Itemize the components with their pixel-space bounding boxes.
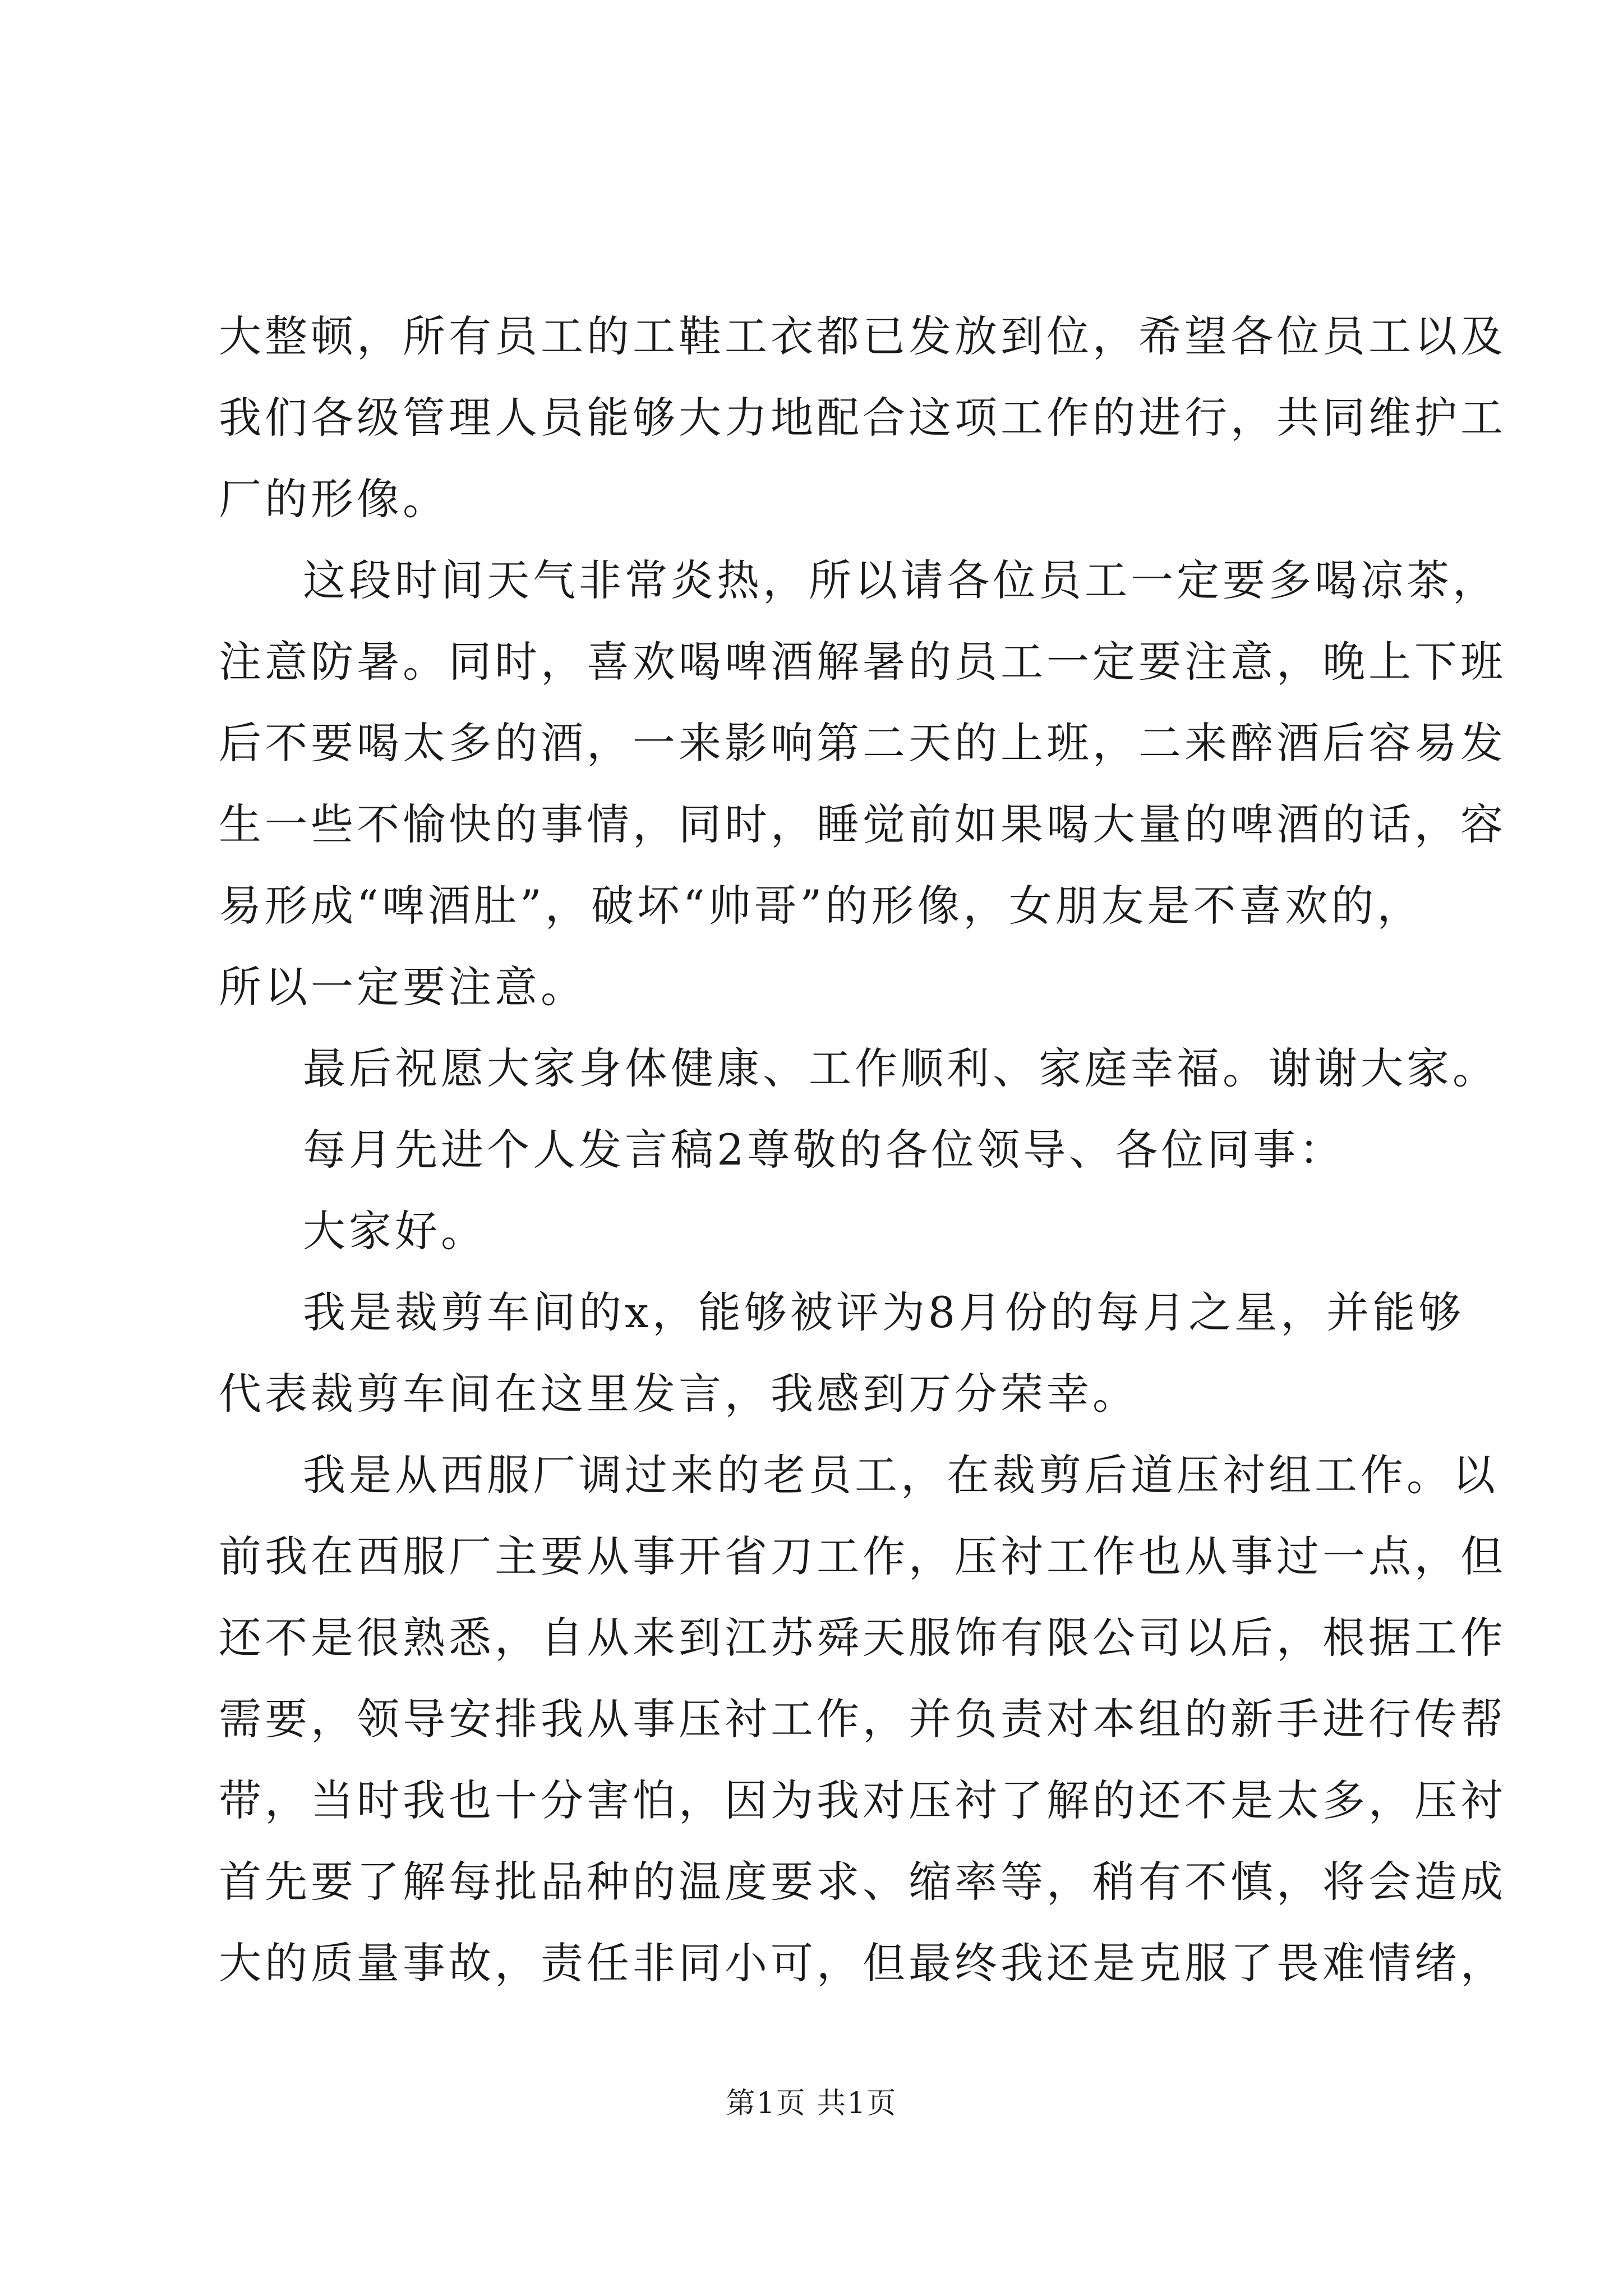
body-text-line: 大整顿，所有员工的工鞋工衣都已发放到位，希望各位员工以及 bbox=[219, 311, 1506, 361]
body-text-line: 后不要喝太多的酒，一来影响第二天的上班，二来醉酒后容易发 bbox=[219, 718, 1506, 768]
greeting-line: 大家好。 bbox=[303, 1206, 487, 1256]
body-text-line: 代表裁剪车间在这里发言，我感到万分荣幸。 bbox=[219, 1369, 1138, 1419]
paragraph-start-line: 我是从西服厂调过来的老员工，在裁剪后道压衬组工作。以 bbox=[303, 1450, 1498, 1500]
body-text-line: 首先要了解每批品种的温度要求、缩率等，稍有不慎，将会造成 bbox=[219, 1857, 1506, 1907]
body-text-line: 我们各级管理人员能够大力地配合这项工作的进行，共同维护工 bbox=[219, 393, 1506, 443]
body-text-line: 前我在西服厂主要从事开省刀工作，压衬工作也从事过一点，但 bbox=[219, 1531, 1506, 1581]
section-heading-line: 每月先进个人发言稿2尊敬的各位领导、各位同事： bbox=[303, 1125, 1345, 1175]
body-text-line: 需要，领导安排我从事压衬工作，并负责对本组的新手进行传帮 bbox=[219, 1694, 1506, 1744]
body-text-line: 还不是很熟悉，自从来到江苏舜天服饰有限公司以后，根据工作 bbox=[219, 1613, 1506, 1663]
body-text-line: 带，当时我也十分害怕，因为我对压衬了解的还不是太多，压衬 bbox=[219, 1775, 1506, 1825]
paragraph-start-line: 这段时间天气非常炎热，所以请各位员工一定要多喝凉茶， bbox=[303, 555, 1498, 605]
body-text-line: 生一些不愉快的事情，同时，睡觉前如果喝大量的啤酒的话，容 bbox=[219, 799, 1506, 849]
paragraph-start-line: 最后祝愿大家身体健康、工作顺利、家庭幸福。谢谢大家。 bbox=[303, 1043, 1498, 1093]
body-text-line: 易形成“啤酒肚”，破坏“帅哥”的形像，女朋友是不喜欢的， bbox=[219, 881, 1423, 931]
paragraph-start-line: 我是裁剪车间的x，能够被评为8月份的每月之星，并能够 bbox=[303, 1287, 1465, 1337]
body-text-line: 所以一定要注意。 bbox=[219, 962, 587, 1012]
body-text-line: 注意防暑。同时，喜欢喝啤酒解暑的员工一定要注意，晚上下班 bbox=[219, 637, 1506, 687]
body-text-line: 厂的形像。 bbox=[219, 474, 449, 524]
body-text-line: 大的质量事故，责任非同小可，但最终我还是克服了畏难情绪， bbox=[219, 1938, 1506, 1988]
page-number-footer: 第1页 共1页 bbox=[726, 2087, 897, 2120]
